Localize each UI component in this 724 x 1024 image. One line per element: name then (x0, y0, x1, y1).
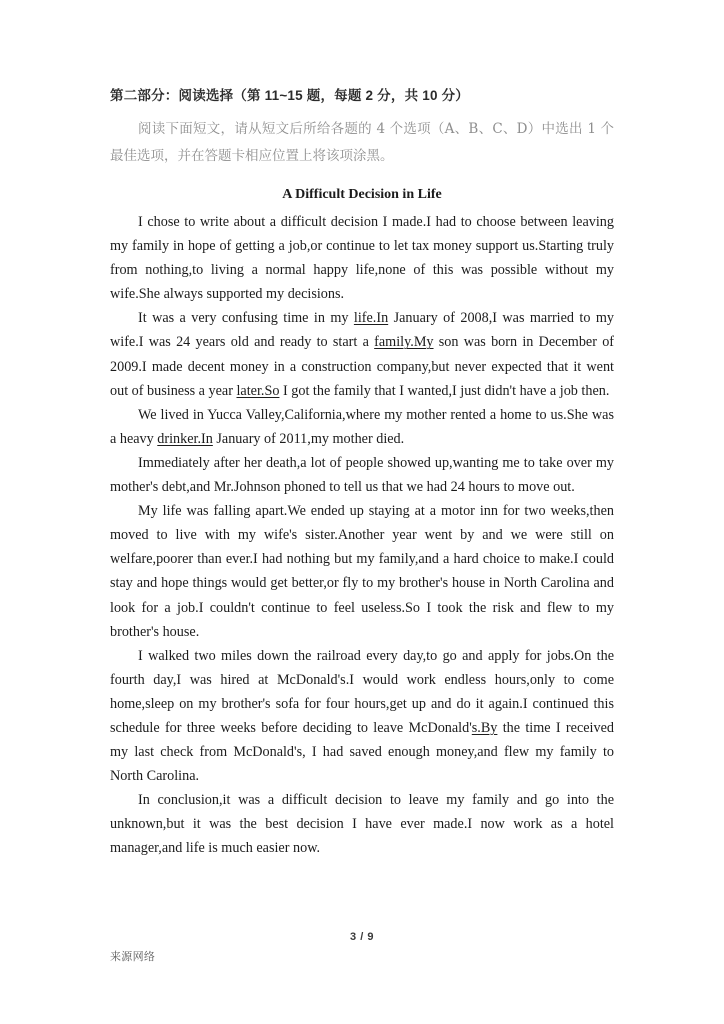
text-run: I got the family that I wanted,I just didn't have a job then. (279, 382, 610, 399)
text-run: January of 2011,my mother died. (212, 430, 405, 447)
text-run: January of 2008,I was married to my wife.I was 24 years old and ready to start a (110, 310, 614, 351)
passage-paragraph (110, 499, 614, 644)
text-run: In conclusion,it was a difficult decision to leave my family and go into the unknown,but it was the best decision I have ever made.I now work as a hotel manager,and life is much easier now. (110, 792, 614, 857)
text-run: Immediately after her death,a lot of people showed up,wanting me to take over my mother's debt,and Mr.Johnson phoned to tell us that we had 24 hours to move out. (110, 454, 614, 496)
text-run: It was a very confusing time in my (138, 310, 354, 327)
text-run: I chose to write about a difficult decision I made.I had to choose between leaving my family in hope of getting a job,or continue to let tax money support us.Starting truly from nothing,to living a normal happy life,none of this was possible without my wife.She always supported my decisions. (110, 214, 614, 303)
text-run: We lived in Yucca Valley,California,where my mother rented a home to us.She was a heavy (110, 406, 614, 447)
passage-body (110, 210, 614, 861)
text-run: My life was falling apart.We ended up staying at a motor inn for two weeks,then moved to live with my wife's sister.Another year went by and we were still on welfare,poorer than ever.I had nothing but my family,and a hard choice to make.I could stay and hope things would get better,or fly to my brother's house in North Carolina and look for a job.I couldn't continue to feel useless.So I took the risk and flew to my brother's house. (110, 503, 614, 640)
passage-paragraph (110, 451, 614, 499)
underlined-phrase: later.So (236, 382, 280, 399)
passage-paragraph (110, 644, 614, 789)
underlined-phrase: drinker.In (157, 430, 213, 447)
passage-paragraph (110, 210, 614, 306)
instruction-text: 阅读下面短文，请从短文后所给各题的 4 个选项（A、B、C、D）中选出 1 个最佳选项，并在答题卡相应位置上将该项涂黑。 (110, 121, 614, 164)
underlined-phrase: life.In (353, 310, 389, 327)
text-run: I walked two miles down the railroad every day,to go and apply for jobs.On the fourth day,I was hired at McDonald's.I would work endless hours,only to come home,sleep on my brother's sofa for four hours,get up and do it again.I continued this schedule for three weeks before deciding to leave McDonald' (110, 647, 614, 736)
text-run: son was born in December of 2009.I made decent money in a construction company,but never expected that it went out of business a year (110, 334, 615, 399)
section-heading: 第二部分：阅读选择（第 11~15 题，每题 2 分，共 10 分） (110, 88, 469, 103)
footer-source-note: 来源网络 (110, 950, 156, 963)
document-content (110, 86, 614, 861)
passage-paragraph (110, 306, 614, 402)
text-run: the time I received my last check from McDonald's, I had saved enough money,and flew my family to North Carolina. (110, 719, 614, 785)
passage-paragraph (110, 403, 614, 451)
passage-title: A Difficult Decision in Life (282, 187, 442, 202)
footer-page-number: 3 / 9 (350, 931, 374, 943)
passage-paragraph (110, 788, 614, 860)
underlined-phrase: s.By (471, 719, 498, 736)
underlined-phrase: family.My (374, 334, 434, 351)
